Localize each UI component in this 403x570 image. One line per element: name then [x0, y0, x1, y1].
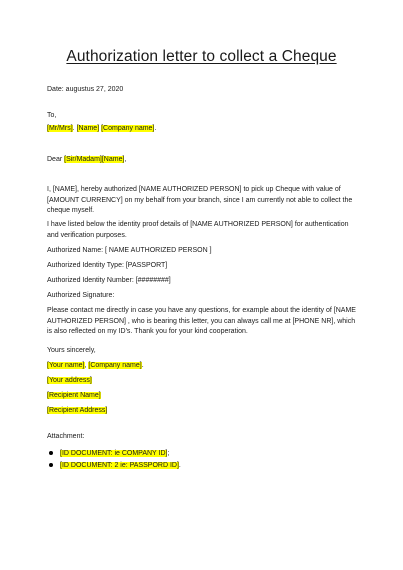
closing-line: Yours sincerely,: [47, 347, 96, 354]
recipient-name-line: [47, 391, 101, 401]
recipient-line: [Mr/Mrs]. [Name] [Company name].: [47, 125, 157, 132]
authorized-name: Authorized Name: [ NAME AUTHORIZED PERSON ]: [47, 247, 212, 254]
bullet-icon: [49, 451, 53, 455]
bullet-icon: [49, 463, 53, 467]
attachment-label: Attachment:: [47, 433, 85, 440]
sender-company-field: [Company name]: [88, 362, 142, 369]
document-title: Authorization letter to collect a Cheque: [66, 48, 337, 65]
recipient-salutation: [Mr/Mrs]: [47, 125, 73, 132]
paragraph-authorization: I, [NAME], hereby authorized [NAME AUTHORIZED PERSON] to pick up Cheque with value of [AMOUNT CURRENCY] on my behalf from your branch, since I am currently not able to collect the cheque myself.: [47, 186, 353, 215]
attachment-item: [ID DOCUMENT: ie COMPANY ID];: [47, 448, 181, 460]
authorized-signature: Authorized Signature:: [47, 292, 115, 299]
paragraph-contact: Please contact me directly in case you have any questions, for example about the identity of [NAME AUTHORIZED PERSON] , who is bearing this letter, you can always call me at [PHONE NR], which is also reflected on my ID's. Thank you for your kind cooperation.: [47, 307, 356, 336]
authorized-identity-number: Authorized Identity Number: [########]: [47, 277, 171, 284]
attachment-item: [ID DOCUMENT: 2 ie: PASSPORD ID].: [47, 460, 181, 472]
your-address-line: [47, 376, 92, 386]
authorized-identity-type: Authorized Identity Type: [PASSPORT]: [47, 262, 168, 269]
greeting-name-field: [Sir/Madam][Name]: [64, 156, 125, 163]
paragraph-identity-proof: I have listed below the identity proof details of [NAME AUTHORIZED PERSON] for authentication and verification purposes.: [47, 221, 349, 239]
recipient-name-placeholder: [Recipient Name]: [47, 392, 101, 399]
attachment-list: [47, 448, 181, 471]
greeting-line: Dear [Sir/Madam][Name],: [47, 156, 127, 163]
letter-date: Date: augustus 27, 2020: [47, 86, 124, 93]
recipient-company-field: [Company name]: [101, 125, 155, 132]
your-address-field: [Your address]: [47, 377, 92, 384]
recipient-address-line: [47, 406, 107, 416]
to-label: To,: [47, 112, 57, 119]
recipient-address-placeholder: [Recipient Address]: [47, 407, 108, 414]
recipient-name-field: [Name]: [76, 125, 100, 132]
sender-name-field: [Your name]: [47, 362, 85, 369]
sender-line: [Your name], [Company name].: [47, 362, 144, 369]
